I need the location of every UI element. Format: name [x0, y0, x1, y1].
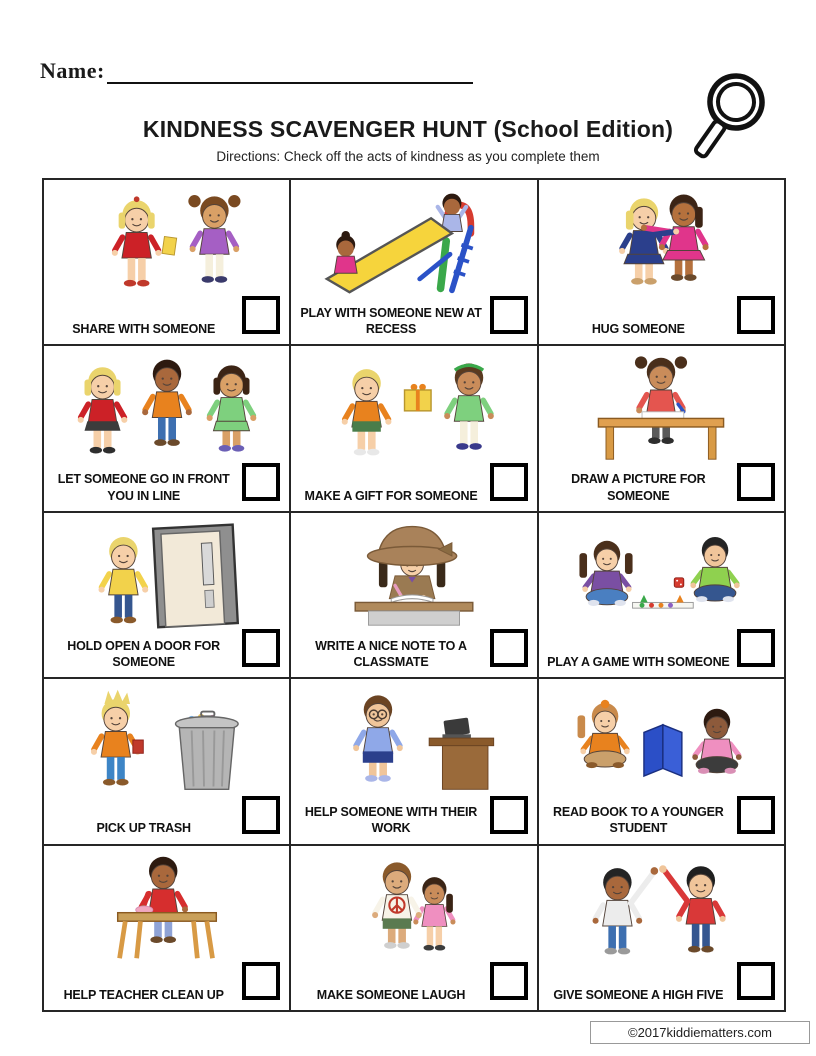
task-label: MAKE A GIFT FOR SOMEONE: [304, 488, 478, 503]
boy-helping-with-work-illustration: [309, 685, 519, 795]
task-cell: [539, 346, 784, 510]
task-label: PLAY WITH SOMEONE NEW AT RECESS: [300, 305, 482, 337]
task-label: HOLD OPEN A DOOR FOR SOMEONE: [67, 638, 221, 669]
task-cell: [291, 346, 536, 510]
task-checkbox[interactable]: [737, 296, 775, 334]
task-checkbox[interactable]: [737, 962, 775, 1000]
page-title: KINDNESS SCAVENGER HUNT (School Edition): [142, 116, 674, 142]
task-cell: [44, 180, 289, 344]
task-cell: [539, 513, 784, 677]
boy-giving-gift-illustration: [309, 353, 519, 463]
task-label: SHARE WITH SOMEONE: [72, 322, 216, 337]
task-label: LET SOMEONE GO IN FRONT YOU IN LINE: [57, 472, 230, 503]
task-checkbox[interactable]: [737, 796, 775, 834]
two-girls-hugging-illustration: [556, 186, 766, 296]
task-label: HELP SOMEONE WITH THEIR WORK: [304, 805, 478, 836]
task-cell: [44, 513, 289, 677]
girl-drawing-at-table-illustration: [556, 353, 766, 463]
boys-high-five-illustration: [556, 852, 766, 962]
task-cell: [539, 679, 784, 843]
task-label: GIVE SOMEONE A HIGH FIVE: [553, 987, 724, 1002]
task-checkbox[interactable]: [242, 629, 280, 667]
task-cell: [44, 846, 289, 1010]
task-label: PICK UP TRASH: [96, 821, 191, 836]
kids-playing-board-game-illustration: [556, 519, 766, 629]
task-label: DRAW A PICTURE FOR SOMEONE: [571, 472, 706, 503]
task-checkbox[interactable]: [242, 962, 280, 1000]
task-checkbox[interactable]: [242, 796, 280, 834]
task-cell: [291, 180, 536, 344]
boy-wiping-desk-illustration: [62, 852, 272, 962]
footer-credit: ©2017kiddiematters.com: [590, 1021, 810, 1044]
boy-holding-door-illustration: [62, 519, 272, 629]
task-checkbox[interactable]: [490, 463, 528, 501]
task-label: HELP TEACHER CLEAN UP: [63, 987, 224, 1002]
task-label: MAKE SOMEONE LAUGH: [316, 987, 466, 1002]
two-girls-sharing-illustration: [62, 186, 272, 296]
task-checkbox[interactable]: [490, 629, 528, 667]
task-cell: [44, 346, 289, 510]
kids-on-slide-illustration: [309, 186, 519, 296]
kids-standing-in-line-illustration: [62, 353, 272, 463]
magnifying-glass-icon: [684, 70, 780, 170]
girls-reading-book-illustration: [556, 685, 766, 795]
task-label: PLAY A GAME WITH SOMEONE: [547, 654, 730, 669]
task-checkbox[interactable]: [242, 463, 280, 501]
task-cell: [539, 180, 784, 344]
task-cell: [291, 679, 536, 843]
task-checkbox[interactable]: [737, 463, 775, 501]
task-cell: [291, 846, 536, 1010]
task-cell: [539, 846, 784, 1010]
directions-text: Directions: Check off the acts of kindness as you complete them: [216, 149, 600, 164]
name-row: [40, 58, 473, 84]
boy-with-trash-can-illustration: [62, 685, 272, 795]
name-input-line[interactable]: [107, 58, 473, 84]
task-cell: [44, 679, 289, 843]
task-checkbox[interactable]: [737, 629, 775, 667]
worksheet-grid: [42, 178, 786, 1012]
task-cell: [291, 513, 536, 677]
task-label: WRITE A NICE NOTE TO A CLASSMATE: [315, 638, 467, 669]
task-label: HUG SOMEONE: [591, 322, 685, 337]
task-checkbox[interactable]: [490, 296, 528, 334]
name-label: Name:: [40, 58, 105, 83]
task-checkbox[interactable]: [242, 296, 280, 334]
girl-writing-at-desk-illustration: [309, 519, 519, 629]
task-checkbox[interactable]: [490, 962, 528, 1000]
kids-laughing-illustration: [309, 852, 519, 962]
task-checkbox[interactable]: [490, 796, 528, 834]
task-label: READ BOOK TO A YOUNGER STUDENT: [553, 805, 724, 836]
